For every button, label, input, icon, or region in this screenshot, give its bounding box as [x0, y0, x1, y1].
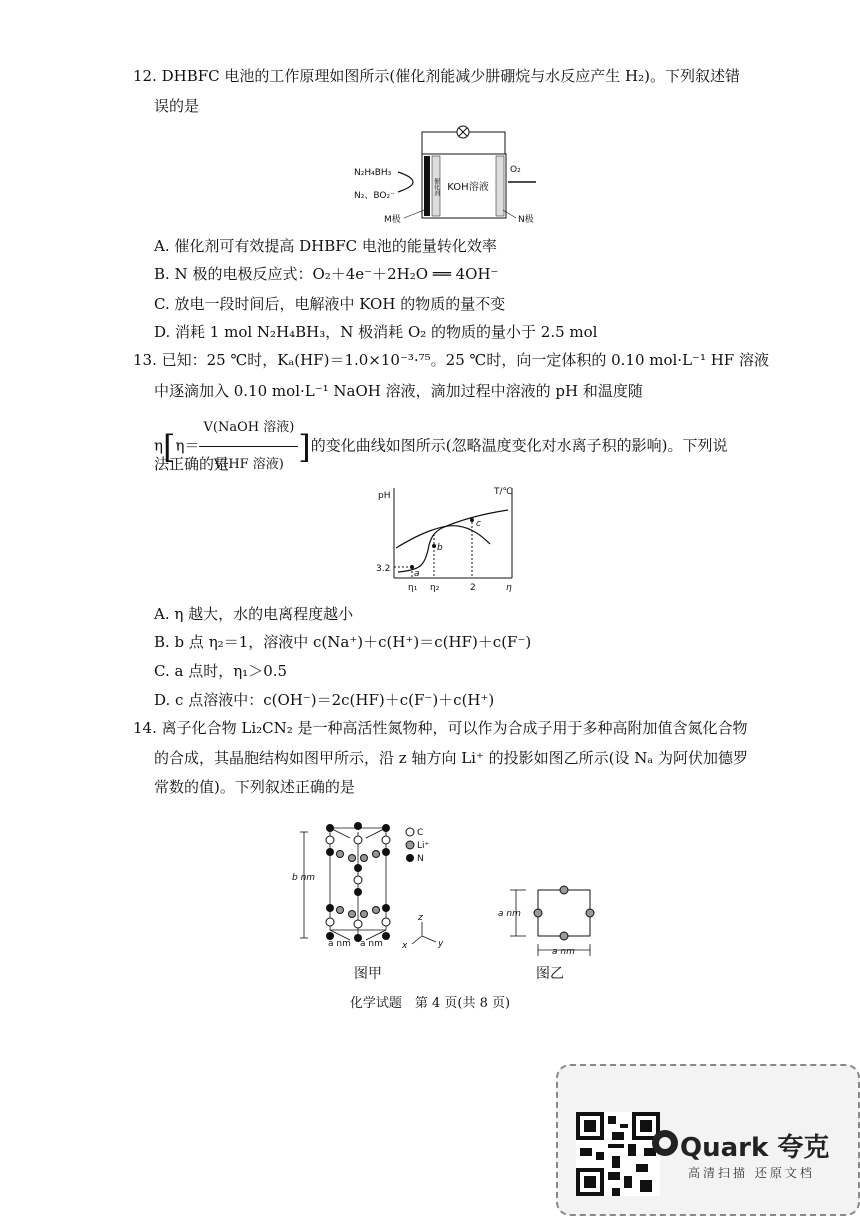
q14-stem-line2: 的合成，其晶胞结构如图甲所示，沿 z 轴方向 Li⁺ 的投影如图乙所示(设 Nₐ 为阿伏加德罗	[154, 749, 748, 767]
q13-option-b: B. b 点 η₂＝1，溶液中 c(Na⁺)＋c(H⁺)＝c(HF)＋c(F⁻)	[154, 633, 532, 651]
legend-li-icon	[406, 841, 414, 849]
qr-code-icon	[576, 1112, 660, 1196]
q14-stem-line1: 14. 离子化合物 Li₂CN₂ 是一种高活性氮物种，可以作为合成子用于多种高附加值含氮化合物	[133, 719, 748, 737]
q12-option-d: D. 消耗 1 mol N₂H₄BH₃，N 极消耗 O₂ 的物质的量小于 2.5 mol	[154, 323, 598, 341]
y-axis-right-label: T/℃	[494, 487, 513, 497]
legend-c: C	[417, 828, 424, 838]
temperature-curve	[396, 526, 490, 548]
quark-brand: Quark 夸克	[680, 1133, 830, 1163]
oxygen-label: O₂	[510, 165, 521, 175]
electrolyte-label: KOH溶液	[447, 182, 489, 193]
point-b	[432, 544, 436, 548]
label-c: c	[476, 519, 481, 529]
x-axis-label: η	[506, 583, 512, 593]
legend-li: Li⁺	[417, 841, 430, 851]
proj-a-nm-bottom: a nm	[552, 947, 575, 957]
battery-diagram	[346, 120, 556, 228]
q12-stem-line1: 12. DHBFC 电池的工作原理如图所示(催化剂能减少肼硼烷与水反应产生 H₂)。下列叙述错	[133, 67, 740, 85]
m-electrode-label: M极	[384, 215, 401, 225]
caption-jia: 图甲	[354, 966, 382, 982]
label-b: b	[437, 543, 443, 553]
quark-slogan: 高清扫描 还原文档	[688, 1166, 815, 1180]
m-electrode	[424, 156, 430, 216]
n-electrode	[496, 156, 504, 216]
q13-option-c: C. a 点时，η₁＞0.5	[154, 662, 288, 680]
label-a: a	[414, 569, 420, 579]
tick-2: 2	[470, 583, 476, 593]
n-electrode-label: N极	[518, 215, 534, 225]
fraction-denominator: V(HF 溶液)	[213, 457, 284, 472]
q12-option-a: A. 催化剂可有效提高 DHBFC 电池的能量转化效率	[154, 237, 497, 255]
q13-stem-line1: 13. 已知：25 ℃时，Kₐ(HF)＝1.0×10⁻³·⁷⁵。25 ℃时，向一定体积的 0.10 mol·L⁻¹ HF 溶液	[133, 351, 769, 369]
atoms-middle	[354, 864, 362, 896]
axis-y: y	[438, 939, 444, 949]
axis-x: x	[402, 941, 408, 951]
b-nm-label: b nm	[292, 873, 316, 883]
a-nm-label-2: a nm	[360, 939, 383, 949]
q13-stem-line2: 中逐滴加入 0.10 mol·L⁻¹ NaOH 溶液，滴加过程中溶液的 pH 和温度随	[154, 382, 643, 400]
point-c	[470, 518, 474, 522]
q12-stem-line2: 误的是	[154, 97, 200, 115]
a-nm-label-1: a nm	[328, 939, 351, 949]
tick-eta2: η₂	[430, 583, 440, 593]
ph-curve	[398, 510, 508, 572]
q13-stem-line3: η[η＝ $\frac{\text{V(NaOH 溶液)}}{\text{V(HF 溶液)}}$ ]的变化曲线如图所示(忽略温度变化对水离子积的影响)。下列说	[154, 410, 727, 483]
tick-eta1: η₁	[408, 583, 418, 593]
q13-option-a: A. η 越大，水的电离程度越小	[154, 605, 354, 623]
caption-yi: 图乙	[536, 966, 564, 982]
ph-temperature-graph	[372, 480, 532, 598]
q13-option-d: D. c 点溶液中：c(OH⁻)＝2c(HF)＋c(F⁻)＋c(H⁺)	[154, 691, 495, 709]
q13-stem-line4: 法正确的是	[154, 455, 230, 473]
q13-stem-line3-rest: 的变化曲线如图所示(忽略温度变化对水离子积的影响)。下列说	[310, 436, 728, 455]
catalyst-label: 催化剂	[432, 178, 440, 196]
reactant-label: N₂H₄BH₃	[354, 168, 392, 178]
product-label: N₂、BO₂⁻	[354, 191, 395, 201]
q12-option-b: B. N 极的电极反应式：O₂＋4e⁻＋2H₂O ══ 4OH⁻	[154, 265, 499, 283]
page-footer: 化学试题 第 4 页(共 8 页)	[349, 996, 511, 1011]
legend-n-icon	[406, 854, 414, 862]
legend-c-icon	[406, 828, 414, 836]
fraction-numerator: V(NaOH 溶液)	[199, 410, 298, 447]
q12-option-c: C. 放电一段时间后，电解液中 KOH 的物质的量不变	[154, 295, 506, 313]
legend-n: N	[417, 854, 424, 864]
projection-figure	[496, 880, 606, 964]
q14-stem-line3: 常数的值)。下列叙述正确的是	[154, 778, 355, 796]
tick-3.2: 3.2	[376, 564, 391, 574]
eta-eq: η＝	[175, 436, 200, 455]
quark-logo-icon	[650, 1128, 680, 1158]
crystal-cell-figure	[290, 818, 450, 958]
y-axis-left-label: pH	[378, 491, 391, 501]
proj-a-nm-left: a nm	[498, 909, 521, 919]
axis-z: z	[418, 913, 423, 923]
eta-symbol: η	[154, 436, 163, 455]
